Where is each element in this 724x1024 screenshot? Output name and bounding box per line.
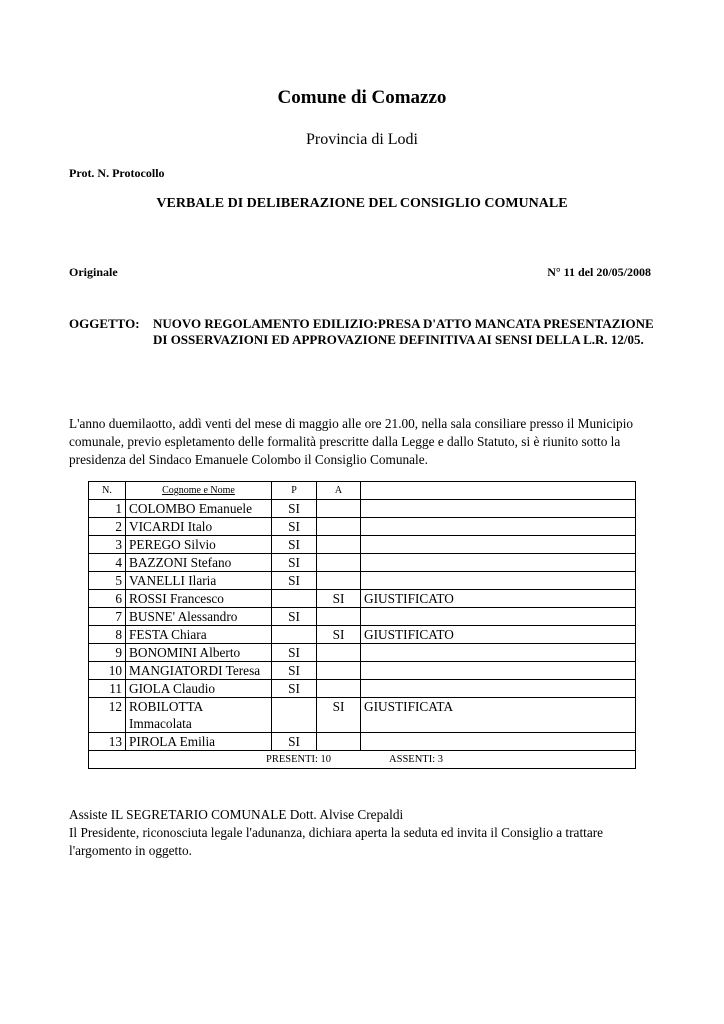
table-row: [89, 500, 636, 518]
oggetto-label: OGGETTO:: [69, 316, 140, 331]
table-row: [89, 698, 636, 733]
provincia-subtitle: Provincia di Lodi: [306, 131, 418, 148]
presidente-line: Il Presidente, riconosciuta legale l'adunanza, dichiara aperta la seduta ed invita il Consiglio a trattare l'argomento in oggetto.: [69, 825, 604, 858]
numero-data: N° 11 del 20/05/2008: [547, 265, 651, 279]
row-absent: [317, 500, 361, 518]
table-row: [89, 662, 636, 680]
row-present: SI: [272, 536, 317, 554]
row-present: [272, 698, 317, 733]
row-name: COLOMBO Emanuele: [126, 500, 272, 518]
header-present: P: [272, 482, 317, 500]
table-row: [89, 518, 636, 536]
intro-paragraph: L'anno duemilaotto, addì venti del mese di maggio alle ore 21.00, nella sala consiliare presso il Municipio comunale, previo espletamento delle formalità prescritte dalla Legge e dallo Statuto, si è riunito sotto la presidenza del Sindaco Emanuele Colombo il Consiglio Comunale.: [69, 416, 634, 467]
row-absent: SI: [317, 626, 361, 644]
row-number: 6: [89, 590, 126, 608]
row-number: 9: [89, 644, 126, 662]
row-absent: [317, 733, 361, 751]
row-number: 13: [89, 733, 126, 751]
verbale-title: VERBALE DI DELIBERAZIONE DEL CONSIGLIO COMUNALE: [156, 196, 568, 211]
protocollo-label: Prot. N. Protocollo: [69, 166, 165, 180]
row-name: BAZZONI Stefano: [126, 554, 272, 572]
row-name: MANGIATORDI Teresa: [126, 662, 272, 680]
row-number: 10: [89, 662, 126, 680]
row-number: 3: [89, 536, 126, 554]
row-note: [361, 518, 636, 536]
row-number: 7: [89, 608, 126, 626]
table-row: [89, 536, 636, 554]
row-present: SI: [272, 500, 317, 518]
row-note: GIUSTIFICATO: [361, 590, 636, 608]
header-note: [361, 482, 636, 500]
assenti-total: ASSENTI: 3: [389, 754, 444, 765]
row-present: SI: [272, 572, 317, 590]
row-number: 11: [89, 680, 126, 698]
row-note: GIUSTIFICATO: [361, 626, 636, 644]
row-absent: [317, 572, 361, 590]
segretario-line: Assiste IL SEGRETARIO COMUNALE Dott. Alvise Crepaldi: [69, 807, 404, 822]
row-absent: SI: [317, 698, 361, 733]
table-row: [89, 680, 636, 698]
row-absent: [317, 518, 361, 536]
row-number: 8: [89, 626, 126, 644]
row-absent: [317, 536, 361, 554]
row-note: [361, 536, 636, 554]
row-note: GIUSTIFICATA: [361, 698, 636, 733]
row-present: SI: [272, 662, 317, 680]
row-note: [361, 680, 636, 698]
row-present: SI: [272, 644, 317, 662]
header-absent: A: [317, 482, 361, 500]
row-name: ROSSI Francesco: [126, 590, 272, 608]
row-name: GIOLA Claudio: [126, 680, 272, 698]
row-number: 12: [89, 698, 126, 733]
row-name: VICARDI Italo: [126, 518, 272, 536]
row-absent: [317, 608, 361, 626]
row-present: SI: [272, 733, 317, 751]
row-name: PEREGO Silvio: [126, 536, 272, 554]
row-present: SI: [272, 554, 317, 572]
presenti-total: PRESENTI: 10: [266, 754, 332, 765]
header-number: N.: [89, 482, 126, 500]
table-row: [89, 554, 636, 572]
row-present: [272, 626, 317, 644]
row-note: [361, 608, 636, 626]
row-name: BUSNE' Alessandro: [126, 608, 272, 626]
table-row: [89, 590, 636, 608]
row-name: ROBILOTTA Immacolata: [126, 698, 272, 733]
row-present: SI: [272, 680, 317, 698]
row-present: SI: [272, 608, 317, 626]
row-note: [361, 554, 636, 572]
row-name: FESTA Chiara: [126, 626, 272, 644]
totals-cell: [89, 751, 636, 769]
attendance-header-row: [89, 482, 636, 500]
row-name: VANELLI Ilaria: [126, 572, 272, 590]
attendance-totals-row: [89, 751, 636, 769]
row-note: [361, 500, 636, 518]
table-row: [89, 626, 636, 644]
attendance-table: [88, 481, 636, 769]
row-note: [361, 662, 636, 680]
row-name: PIROLA Emilia: [126, 733, 272, 751]
row-note: [361, 644, 636, 662]
row-absent: [317, 554, 361, 572]
row-note: [361, 733, 636, 751]
attendance-body: [89, 500, 636, 751]
oggetto-text: NUOVO REGOLAMENTO EDILIZIO:PRESA D'ATTO MANCATA PRESENTAZIONE DI OSSERVAZIONI ED APPROVAZIONE DEFINITIVA AI SENSI DELLA L.R. 12/05.: [153, 316, 654, 347]
table-row: [89, 733, 636, 751]
row-number: 5: [89, 572, 126, 590]
row-present: SI: [272, 518, 317, 536]
row-note: [361, 572, 636, 590]
row-present: [272, 590, 317, 608]
header-name: [126, 482, 272, 500]
originale-label: Originale: [69, 265, 118, 279]
table-row: [89, 608, 636, 626]
table-row: [89, 572, 636, 590]
row-absent: [317, 680, 361, 698]
footer-paragraph: [69, 806, 669, 860]
header-name-text: Cognome e Nome: [162, 485, 235, 496]
row-number: 4: [89, 554, 126, 572]
row-name: BONOMINI Alberto: [126, 644, 272, 662]
comune-title: Comune di Comazzo: [277, 87, 447, 108]
row-number: 2: [89, 518, 126, 536]
row-absent: [317, 644, 361, 662]
row-absent: SI: [317, 590, 361, 608]
row-number: 1: [89, 500, 126, 518]
row-absent: [317, 662, 361, 680]
table-row: [89, 644, 636, 662]
